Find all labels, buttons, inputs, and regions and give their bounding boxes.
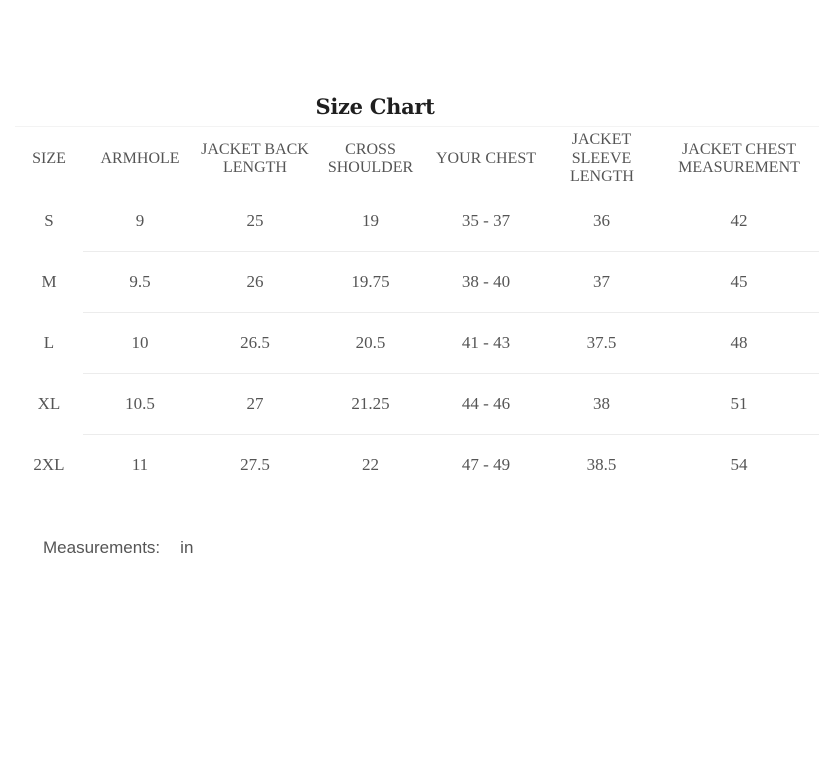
cell-jacket-chest-measurement: 48 xyxy=(659,313,819,374)
cell-armhole: 9 xyxy=(83,191,197,252)
measurements-unit: in xyxy=(180,538,194,557)
table-row xyxy=(15,435,819,496)
column-header-jacket-sleeve-length: JACKET SLEEVE LENGTH xyxy=(544,127,659,192)
cell-jacket-chest-measurement: 54 xyxy=(730,455,748,474)
column-header-cross-shoulder: CROSS SHOULDER xyxy=(313,127,428,192)
cell-your-chest: 38 - 40 xyxy=(428,252,544,313)
cell-jacket-sleeve-length: 36 xyxy=(544,191,659,252)
column-header-armhole: ARMHOLE xyxy=(83,127,197,192)
cell-jacket-sleeve-length: 37 xyxy=(544,252,659,313)
cell-size: S xyxy=(15,191,83,252)
cell-jacket-back-length: 25 xyxy=(197,191,313,252)
cell-cross-shoulder: 19.75 xyxy=(313,252,428,313)
cell-armhole: 10 xyxy=(83,313,197,374)
cell-cross-shoulder: 21.25 xyxy=(313,374,428,435)
table-header-row xyxy=(15,127,819,192)
cell-jacket-chest-measurement: 45 xyxy=(659,252,819,313)
cell-armhole: 11 xyxy=(131,455,149,474)
table-row xyxy=(15,313,819,374)
cell-size: XL xyxy=(15,374,83,435)
cell-cross-shoulder: 19 xyxy=(313,191,428,252)
cell-your-chest: 44 - 46 xyxy=(428,374,544,435)
column-header-jacket-chest-measurement: JACKET CHEST MEASUREMENT xyxy=(659,127,819,192)
cell-jacket-chest-measurement: 51 xyxy=(659,374,819,435)
table-row xyxy=(15,374,819,435)
cell-jacket-sleeve-length: 37.5 xyxy=(544,313,659,374)
table-row xyxy=(15,252,819,313)
cell-your-chest: 35 - 37 xyxy=(428,191,544,252)
cell-size: 2XL xyxy=(33,455,65,474)
cell-jacket-sleeve-length: 38.5 xyxy=(586,455,617,474)
measurements-label: Measurements: xyxy=(43,538,161,557)
column-header-your-chest: YOUR CHEST xyxy=(428,127,544,192)
cell-armhole: 10.5 xyxy=(83,374,197,435)
cell-size: M xyxy=(15,252,83,313)
cell-cross-shoulder: 22 xyxy=(362,455,379,474)
measurement-unit-note xyxy=(43,538,193,558)
cell-jacket-back-length: 26.5 xyxy=(197,313,313,374)
column-header-jacket-back-length: JACKET BACK LENGTH xyxy=(197,127,313,192)
page-title: Size Chart xyxy=(315,94,435,119)
size-chart-table xyxy=(15,126,819,495)
cell-jacket-sleeve-length: 38 xyxy=(544,374,659,435)
cell-size: L xyxy=(15,313,83,374)
cell-jacket-back-length: 26 xyxy=(197,252,313,313)
cell-your-chest: 41 - 43 xyxy=(428,313,544,374)
cell-cross-shoulder: 20.5 xyxy=(313,313,428,374)
cell-jacket-back-length: 27 xyxy=(197,374,313,435)
cell-your-chest: 47 - 49 xyxy=(461,455,511,474)
column-header-size: SIZE xyxy=(15,127,83,192)
cell-armhole: 9.5 xyxy=(83,252,197,313)
table-row xyxy=(15,191,819,252)
cell-jacket-chest-measurement: 42 xyxy=(659,191,819,252)
cell-jacket-back-length: 27.5 xyxy=(240,455,270,474)
